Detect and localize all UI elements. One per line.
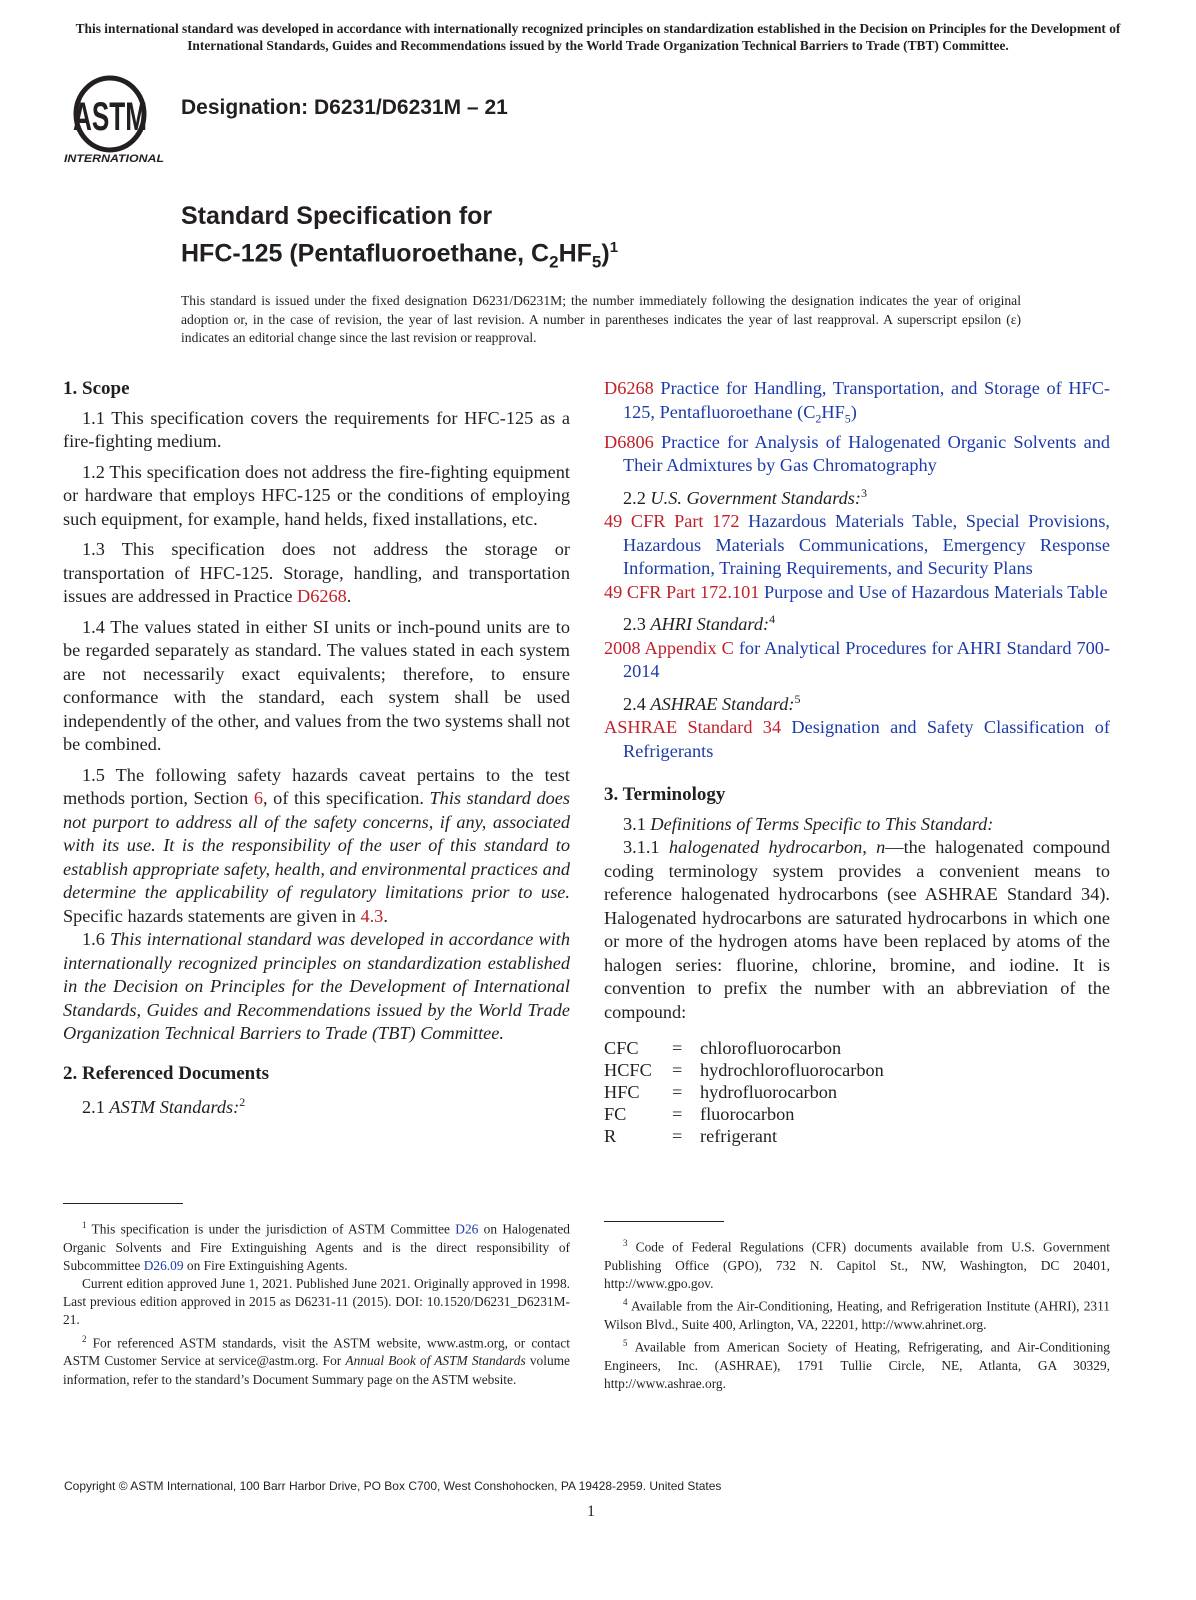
document-title [181, 200, 618, 278]
abbreviation-abbr: R [604, 1125, 617, 1146]
para-1-6: 1.6 This international standard was developed in accordance with internationally recognized principles on standardization established in the Decision on Principles for the Development of International Standards, Guides and Recommendations issued by the World Trade Organization Technical Barriers to Trade (TBT) Committee. [63, 929, 571, 1043]
left-column [63, 377, 570, 1120]
footnote-2: $^2$ For referenced ASTM standards, visit the ASTM website, www.astm.org, or contact ASTM Customer Service at service@astm.org. For Annual Book of ASTM Standards volume information, refer to the standard’s Document Summary page on the ASTM website. [63, 1333, 571, 1387]
para-2-3: 2.3 AHRI Standard:$^4$ [623, 612, 776, 635]
footnote-5: $^5$ Available from American Society of Heating, Refrigerating, and Air-Conditioning Engineers, Inc. (ASHRAE), 1791 Tullie Circle, NE, Atlanta, GA 30329, http://www.ashrae.org. [604, 1337, 1110, 1391]
section-heading-scope: 1. Scope [63, 378, 130, 399]
footnote-rule-left [63, 1203, 183, 1204]
section-heading-terminology: 3. Terminology [604, 784, 726, 806]
abbreviation-row [604, 1104, 884, 1126]
right-column [604, 377, 1110, 1147]
ref-49cfr172101 [604, 581, 1110, 605]
title-line-2: HFC-125 (Pentafluoroethane, $C_2HF_5)^1$ [181, 239, 619, 272]
abbreviation-abbr: HCFC [604, 1060, 652, 1081]
logo-subtext: INTERNATIONAL [64, 153, 165, 165]
ref-49cfr172101-code[interactable]: 49 CFR Part 172.101 [604, 581, 760, 602]
abbreviation-abbr: CFC [604, 1038, 639, 1059]
ref-ashrae-title[interactable]: Designation and Safety Classification of Refrigerants [623, 717, 1110, 761]
para-3-1: 3.1 Definitions of Terms Specific to This Standard: [623, 813, 994, 834]
abbreviation-table [604, 1038, 884, 1147]
abbreviation-row [604, 1060, 884, 1082]
astm-logo [62, 72, 172, 168]
ref-ahri-title[interactable]: for Analytical Procedures for AHRI Standard 700-2014 [623, 637, 1110, 682]
abbreviation-abbr: HFC [604, 1082, 640, 1103]
abbreviation-eq: = [672, 1125, 683, 1146]
ref-d6806-title[interactable]: Practice for Analysis of Halogenated Organic Solvents and Their Admixtures by Gas Chromatography [623, 431, 1110, 476]
link-d26[interactable]: D26 [455, 1221, 479, 1237]
link-d26-09[interactable]: D26.09 [143, 1257, 184, 1273]
para-1-1: 1.1 This specification covers the requirements for HFC-125 as a fire-fighting medium. [63, 407, 570, 451]
footnotes-left [63, 1216, 570, 1389]
section-heading-referenced-documents: 2. Referenced Documents [63, 1062, 269, 1084]
ref-d6268-title[interactable]: Practice for Handling, Transportation, and Storage of HFC-125, Pentafluoroethane $(C_2HF_5)$ [623, 378, 1110, 426]
footnote-3: $^3$ Code of Federal Regulations (CFR) documents available from U.S. Government Publishing Office (GPO), 732 N. Capitol St., NW, Washington, DC 20401, http://www.gpo.gov. [604, 1238, 1110, 1291]
page-number: 1 [587, 1503, 595, 1520]
issued-note: This standard is issued under the fixed designation D6231/D6231M; the number immediately following the designation indicates the year of original adoption or, in the case of revision, the year of last revision. A number in parentheses indicates the year of last reapproval. A superscript epsilon (ε) indicates an editorial change since the last revision or reapproval. [181, 293, 1021, 345]
abbreviation-eq: = [672, 1103, 683, 1124]
abbreviation-row [604, 1082, 884, 1104]
para-1-3: 1.3 This specification does not address the storage or transportation of HFC-125. Storage, handling, and transportation issues are addressed in Practice D6268. [63, 539, 570, 606]
para-2-2: 2.2 U.S. Government Standards:$^3$ [623, 485, 867, 508]
footnote-rule-right [604, 1221, 724, 1222]
link-4-3[interactable]: 4.3 [360, 905, 384, 926]
link-section-6[interactable]: 6 [253, 788, 264, 808]
abbreviation-eq: = [672, 1060, 683, 1081]
abbreviation-meaning: refrigerant [700, 1125, 778, 1146]
abbreviation-eq: = [672, 1082, 683, 1103]
ref-49cfr172-title[interactable]: Hazardous Materials Table, Special Provisions, Hazardous Materials Communications, Emergency Response Information, Training Requirements, and Security Plans [623, 511, 1111, 579]
abbreviation-meaning: fluorocarbon [700, 1103, 795, 1124]
ref-ahri [604, 637, 1110, 684]
abbreviation-abbr: FC [604, 1103, 627, 1124]
ref-d6268-code[interactable]: D6268 [604, 378, 654, 398]
ref-ahri-code[interactable]: 2008 Appendix C [604, 637, 734, 658]
ref-d6268 [604, 377, 1110, 431]
abbreviation-meaning: hydrofluorocarbon [700, 1082, 838, 1103]
para-2-4: 2.4 ASHRAE Standard:$^5$ [623, 691, 801, 714]
abbreviation-meaning: hydrochlorofluorocarbon [700, 1060, 884, 1081]
footnote-1: $^1$ This specification is under the jurisdiction of ASTM Committee D26 on Halogenated Organic Solvents and Fire Extinguishing Agents and is the direct responsibility of Subcommittee D26.09 on Fire Extinguishing Agents. [63, 1220, 570, 1273]
para-2-1: 2.1 ASTM Standards:$^2$ [82, 1095, 246, 1118]
footnote-4: $^4$ Available from the Air-Conditioning, Heating, and Refrigeration Institute (AHRI), 2311 Wilson Blvd., Suite 400, Arlington, VA, 22201, http://www.ahrinet.org. [604, 1297, 1110, 1332]
ref-d6806-code[interactable]: D6806 [604, 431, 654, 452]
para-3-1-1: 3.1.1 halogenated hydrocarbon, n—the halogenated compound coding terminology system provides a convenient means to reference halogenated hydrocarbons (see ASHRAE Standard 34). Halogenated hydrocarbons are saturated hydrocarbons in which one or more of the hydrogen atoms have been replaced by atoms of the halogen series: fluorine, chlorine, bromine, and iodine. It is convention to prefix the number with an abbreviation of the compound: [604, 837, 1110, 1022]
para-1-5: 1.5 The following safety hazards caveat pertains to the test methods portion, Section 6, of this specification. This standard does not purport to address all of the safety concerns, if any, associated with its use. It is the responsibility of the user of this standard to establish appropriate safety, health, and environmental practices and determine the applicability of regulatory limitations prior to use. Specific hazards statements are given in 4.3. [63, 764, 571, 926]
ref-49cfr172101-title[interactable]: Purpose and Use of Hazardous Materials Table [759, 581, 1108, 602]
logo-text: ASTM [73, 95, 147, 139]
abbreviation-row [604, 1126, 884, 1148]
footnotes-right [604, 1234, 1110, 1393]
ref-d6806 [604, 431, 1110, 478]
copyright: Copyright © ASTM International, 100 Barr Harbor Drive, PO Box C700, West Conshohocken, PA 19428-2959. United States [64, 1479, 722, 1493]
title-line-1: Standard Specification for [181, 202, 493, 230]
abbreviation-row [604, 1038, 884, 1060]
abbreviation-eq: = [672, 1038, 683, 1059]
footnote-1-edition: Current edition approved June 1, 2021. Published June 2021. Originally approved in 1998. Last previous edition approved in 2015 as D6231-11 (2015). DOI: 10.1520/D6231_D6231M-21. [63, 1276, 570, 1328]
abbreviation-meaning: chlorofluorocarbon [700, 1038, 842, 1059]
link-d6268[interactable]: D6268 [297, 586, 347, 606]
top-notice: This international standard was developed in accordance with internationally recognized principles on standardization established in the Decision on Principles for the Development of International Standards, Guides and Recommendations issued by the World Trade Organization Technical Barriers to Trade (TBT) Committee. [75, 21, 1121, 53]
ref-ashrae-code[interactable]: ASHRAE Standard 34 [604, 717, 782, 738]
para-1-2: 1.2 This specification does not address the fire-fighting equipment or hardware that employs HFC-125 or the conditions of employing such equipment, for example, hand helds, fixed installations, etc. [63, 461, 570, 529]
ref-ashrae [604, 716, 1110, 763]
designation: Designation: D6231/D6231M – 21 [181, 96, 508, 119]
ref-49cfr172 [604, 510, 1110, 581]
ref-49cfr172-code[interactable]: 49 CFR Part 172 [604, 511, 740, 532]
para-1-4: 1.4 The values stated in either SI units or inch-pound units are to be regarded separately as standard. The values stated in each system are not necessarily exact equivalents; therefore, to ensure conformance with the standard, each system shall be used independently of the other, and values from the two systems shall not be combined. [63, 616, 570, 754]
